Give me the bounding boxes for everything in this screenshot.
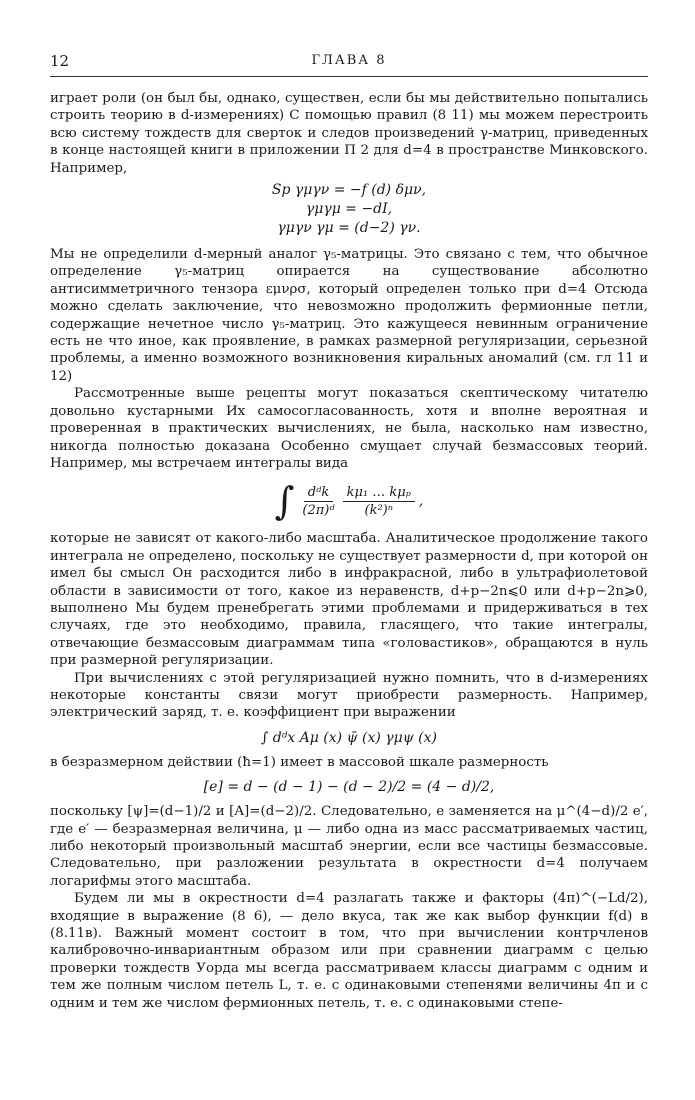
integrand-numerator: kμ₁ … kμₚ bbox=[343, 485, 415, 502]
measure-numerator: dᵈk bbox=[304, 485, 333, 502]
trace-eq-1: Sp γμγν = −f (d) δμν, bbox=[271, 182, 427, 199]
paragraph-8: Будем ли мы в окрестности d=4 разлагать также и факторы (4π)^(−Ld/2), входящие в выражение (8 6), — дело вкуса, так же как выбор функции f(d) в (8.11в). Важный момент состоит в том, что при вычислении контрчленов калибровочно-инвариантным образом или при сравнении диаграмм с целью проверки тождеств Уорда мы всегда рассматриваем классы диаграмм с одним и тем же полным числом петель L, т. е. с одинаковыми степенями величины 4π и с одним и тем же числом фермионных петель, т. е. с одинаковыми степе- bbox=[50, 891, 648, 1011]
paragraph-3: Рассмотренные выше рецепты могут показаться скептическому читателю довольно кустарными Их самосогласованность, хотя и вполне вероятная и проверенная в практических вычислениях, не была, насколько нам известно, никогда полностью доказана Особенно смущает случай безмассовых теорий. Например, мы встречаем интегралы вида bbox=[50, 386, 648, 471]
page-number: 12 bbox=[50, 52, 70, 70]
integral-comma: , bbox=[418, 493, 424, 510]
measure-denominator: (2π)ᵈ bbox=[302, 502, 335, 518]
paragraph-7: поскольку [ψ]=(d−1)/2 и [A]=(d−2)/2. Следовательно, e заменяется на μ^(4−d)/2 e′, где e′ — безразмерная величина, μ — либо одна из масс рассматриваемых частиц, либо некоторый произвольный масштаб энергии, если все частицы безмассовые. Следовательно, при разложении результата в окрестности d=4 получаем логарифмы этого масштаба. bbox=[50, 804, 648, 889]
paragraph-5: При вычислениях с этой регуляризацией нужно помнить, что в d-измерениях некоторые константы связи могут приобрести размерность. Например, электрический заряд, т. е. коэффициент при выражении bbox=[50, 670, 648, 721]
chapter-title: ГЛАВА 8 bbox=[311, 53, 387, 68]
paragraph-1: играет роли (он был бы, однако, существен, если бы мы действительно попытались строить теорию в d-измерениях) С помощью правил (8 11) мы можем перестроить всю систему тождеств для сверток и следов произведений γ-матриц, приведенных в конце настоящей книги в приложении П 2 для d=4 в пространстве Минковского. Например, bbox=[50, 91, 648, 176]
paragraph-4: которые не зависят от какого-либо масштаба. Аналитическое продолжение такого интеграла не определено, поскольку не существует размерности d, при которой он имел бы смысл Он расходится либо в инфракрасной, либо в ультрафиолетовой области в зависимости от того, какое из неравенств, d+p−2n⩽0 или d+p−2n⩾0, выполнено Мы будем пренебрегать этими проблемами и придерживаться в тех случаях, где это необходимо, правила, гласящего, что такие интегралы, отвечающие безмассовым диаграммам типа «головастиков», обращаются в нуль при размерной регуляризации. bbox=[50, 531, 648, 669]
integral-sign: ∫ bbox=[274, 479, 295, 524]
trace-eq-3: γμγν γμ = (d−2) γν. bbox=[277, 220, 421, 237]
measure-fraction bbox=[302, 485, 334, 518]
integrand-denominator: (k²)ⁿ bbox=[364, 502, 394, 518]
book-page bbox=[50, 52, 648, 1012]
paragraph-6: в безразмерном действии (ħ=1) имеет в массовой шкале размерность bbox=[50, 754, 549, 770]
header-rule bbox=[50, 76, 648, 77]
running-header bbox=[50, 52, 648, 76]
charge-dimension: [e] = d − (d − 1) − (d − 2)/2 = (4 − d)/2, bbox=[203, 779, 495, 796]
paragraph-2: Мы не определили d-мерный аналог γ₅-матрицы. Это связано с тем, что обычное определение γ₅-матриц опирается на существование абсолютно антисимметричного тензора εμνρσ, который определен только при d=4 Отсюда можно сделать заключение, что невозможно продолжить фермионные петли, содержащие нечетное число γ₅-матриц. Это кажущееся невинным ограничение есть не что иное, как проявление, в рамках размерной регуляризации, серьезной проблемы, а именно возможного возникновения киральных аномалий (см. гл 11 и 12) bbox=[50, 247, 648, 384]
trace-eq-2: γμγμ = −dI, bbox=[305, 201, 393, 218]
trace-identities bbox=[50, 181, 648, 238]
integrand-fraction bbox=[343, 485, 415, 518]
massless-integral bbox=[50, 479, 648, 524]
action-term: ∫ dᵈx Aμ (x) ψ̄ (x) γμψ (x) bbox=[261, 729, 437, 746]
